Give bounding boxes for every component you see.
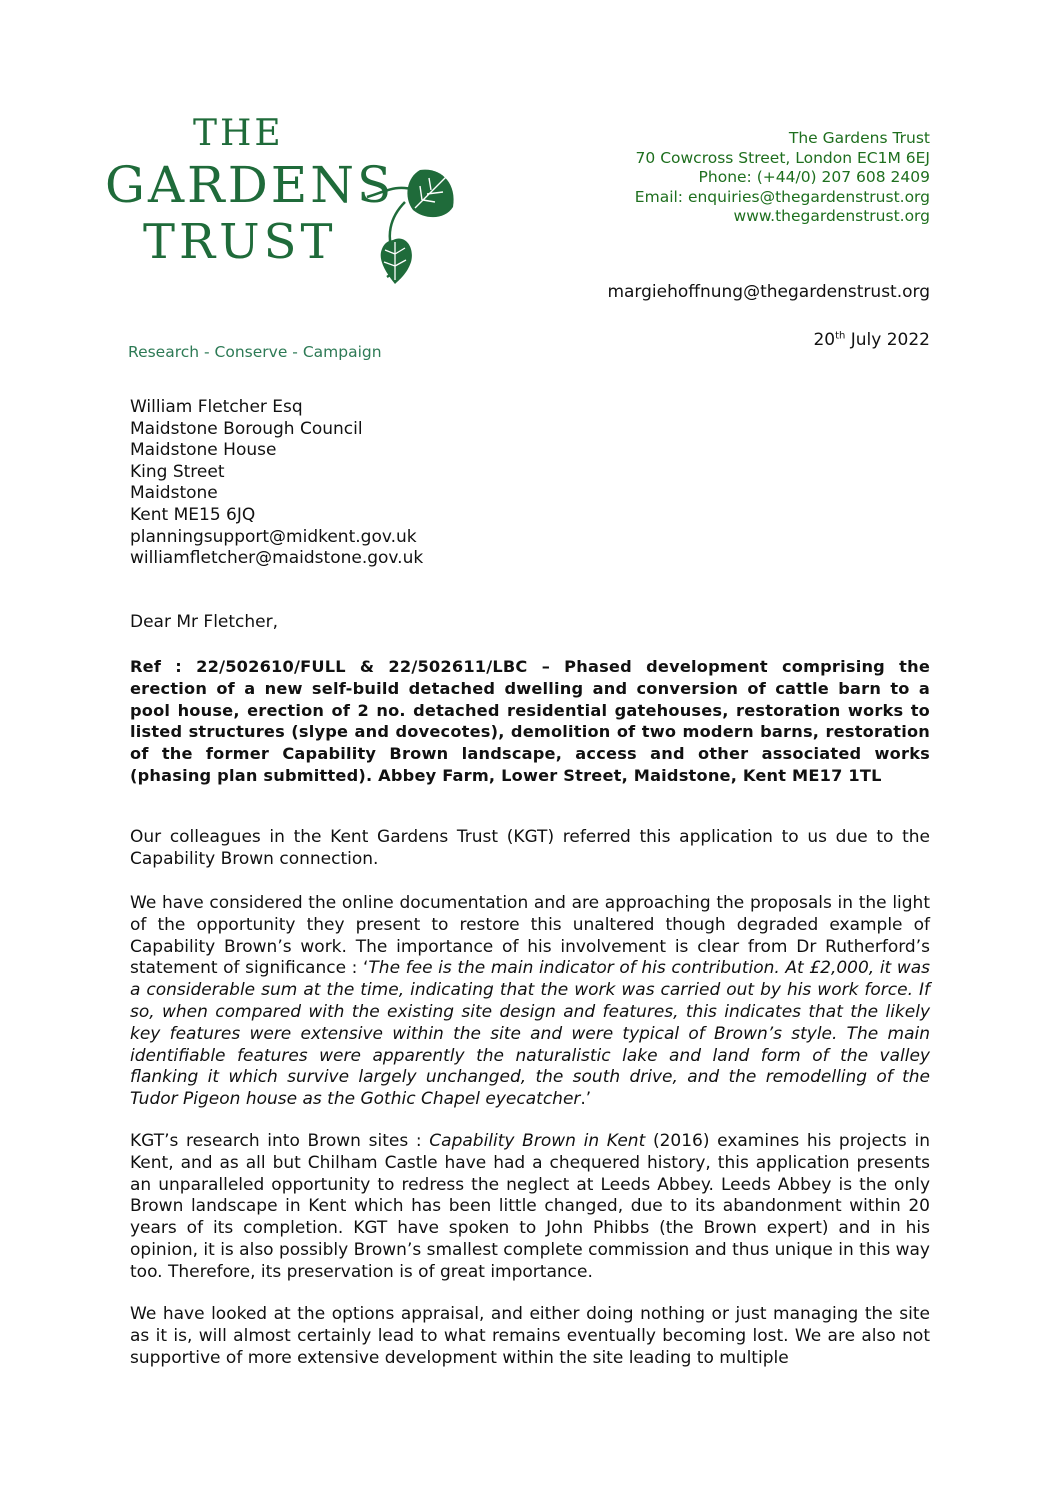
logo-line-the: THE [193, 113, 284, 154]
reference-heading: Ref : 22/502610/FULL & 22/502611/LBC – Phased development comprising the erection of a new self-build detached dwelling and conversion of cattle barn to a pool house, erection of 2 no. detached residential gatehouses, restoration works to listed structures (slype and dovecotes), demolition of two modern barns, restoration of the former Capability Brown landscape, access and other associated works (phasing plan submitted). Abbey Farm, Lower Street, Maidstone, Kent ME17 1TL [130, 657, 930, 785]
sender-street: 70 Cowcross Street, London EC1M 6EJ [635, 148, 930, 167]
paragraph-text: (2016) examines his projects in Kent, and as all but Chilham Castle have had a chequered history, this application presents an unparalleled opportunity to redress the neglect at Leeds Abbey. Leeds Abbey is the only Brown landscape in Kent which has been little changed, due to its abandonment within 20 years of its completion. KGT have spoken to John Phibbs (the Brown expert) and in his opinion, it is also possibly Brown’s smallest complete commission and thus unique in this way too. Therefore, its preservation is of great importance. [130, 1131, 930, 1282]
logo-line-gardens: GARDENS [105, 156, 395, 214]
recipient-email[interactable]: planningsupport@midkent.gov.uk [130, 526, 417, 547]
recipient-line: Maidstone Borough Council [130, 418, 363, 439]
tagline: Research - Conserve - Campaign [128, 343, 382, 361]
paragraph: We have looked at the options appraisal, and either doing nothing or just managing the site as it is, will almost certainly lead to what remains eventually becoming lost. We are also not supportive of more extensive development within the site leading to multiple [130, 1304, 930, 1368]
date-rest: July 2022 [845, 330, 930, 350]
recipient-line: Maidstone House [130, 440, 277, 461]
recipient-line: Maidstone [130, 483, 218, 504]
author-email[interactable]: margiehoffnung@thegardenstrust.org [607, 282, 930, 302]
sender-address-block [635, 129, 930, 227]
paragraph [130, 893, 930, 1111]
book-title: Capability Brown in Kent [429, 1131, 646, 1151]
date-day: 20 [813, 330, 836, 350]
gardens-trust-logo [105, 112, 460, 290]
paragraph: Our colleagues in the Kent Gardens Trust (KGT) referred this application to us due to the Capability Brown connection. [130, 827, 930, 869]
recipient-line: William Fletcher Esq [130, 397, 303, 417]
salutation: Dear Mr Fletcher, [130, 612, 279, 632]
sender-phone: Phone: (+44/0) 207 608 2409 [698, 168, 930, 186]
recipient-address [130, 397, 423, 570]
sender-email-general[interactable]: Email: enquiries@thegardenstrust.org [634, 187, 930, 206]
logo-line-trust: TRUST [143, 214, 337, 270]
recipient-line: King Street [130, 461, 225, 482]
sender-website[interactable]: www.thegardenstrust.org [733, 207, 930, 225]
recipient-line: Kent ME15 6JQ [130, 504, 256, 525]
sender-org: The Gardens Trust [788, 129, 930, 147]
paragraph-text: We have considered the online documentation and are approaching the proposals in the light of the opportunity they present to restore this unaltered though degraded example of Capability Brown’s work. The importance of his involvement is clear from Dr Rutherford’s statement of significance : ‘ [130, 893, 930, 979]
leaf-icon [365, 162, 465, 287]
quotation: The fee is the main indicator of his contribution. At £2,000, it was a considerable sum at the time, indicating that the work was carried out by his work force. If so, when compared with the existing site design and features, this indicates that the likely key features were extensive within the site and were typical of Brown’s style. The main identifiable features were apparently the naturalistic lake and land form of the valley flanking it which survive largely unchanged, the south drive, and the remodelling of the Tudor Pigeon house as the Gothic Chapel eyecatcher [130, 958, 931, 1110]
date-suffix: th [835, 330, 846, 342]
recipient-email[interactable]: williamfletcher@maidstone.gov.uk [130, 548, 424, 569]
paragraph-text: KGT’s research into Brown sites : [130, 1131, 430, 1151]
paragraph-text: .’ [580, 1089, 592, 1110]
paragraph [130, 1131, 930, 1284]
letter-date [813, 330, 930, 350]
